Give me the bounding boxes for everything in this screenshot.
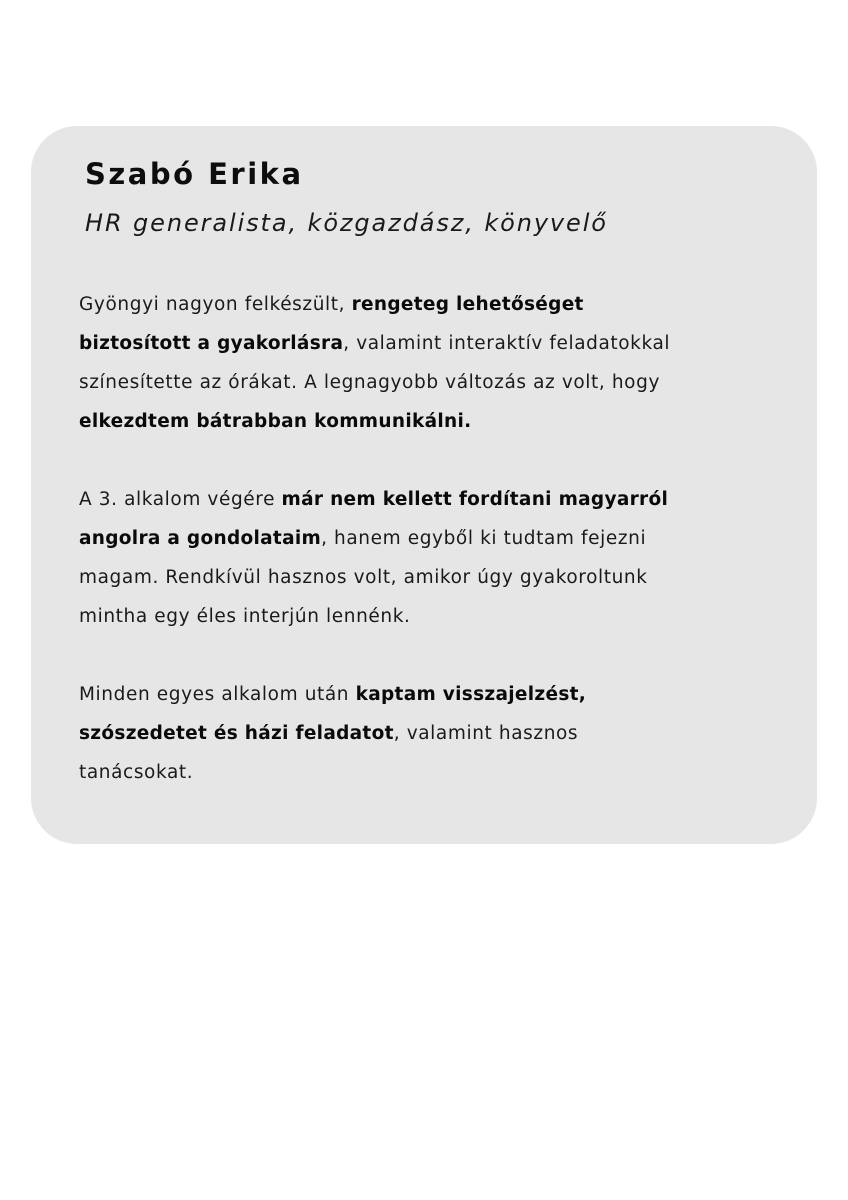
- author-name: Szabó Erika: [85, 157, 304, 191]
- highlight-text: biztosított a gyakorlásra: [79, 333, 344, 354]
- text-line: [79, 324, 799, 363]
- text-segment: magam. Rendkívül hasznos volt, amikor úgy gyakoroltunk: [79, 567, 648, 588]
- text-segment: Minden egyes alkalom után: [79, 684, 356, 705]
- text-line: [79, 714, 799, 753]
- highlight-text: elkezdtem bátrabban kommunikálni.: [79, 411, 472, 432]
- text-segment: , hanem egyből ki tudtam fejezni: [321, 528, 647, 549]
- text-line: [79, 519, 799, 558]
- text-line: [79, 402, 799, 441]
- text-segment: Gyöngyi nagyon felkészült,: [79, 294, 352, 315]
- highlight-text: már nem kellett fordítani magyarról: [281, 489, 669, 510]
- highlight-text: angolra a gondolataim: [79, 528, 322, 549]
- text-line: [79, 753, 799, 792]
- highlight-text: rengeteg lehetőséget: [351, 294, 584, 315]
- text-line: [79, 597, 799, 636]
- highlight-text: szószedetet és házi feladatot: [79, 723, 394, 744]
- testimonial-body: [79, 285, 799, 831]
- testimonial-paragraph-2: [79, 480, 799, 636]
- testimonial-paragraph-3: [79, 675, 799, 792]
- text-segment: , valamint hasznos: [393, 723, 579, 744]
- text-line: [79, 558, 799, 597]
- text-line: [79, 480, 799, 519]
- text-line: [79, 363, 799, 402]
- text-segment: A 3. alkalom végére: [79, 489, 282, 510]
- testimonial-card: [31, 126, 817, 844]
- text-segment: mintha egy éles interjún lennénk.: [79, 606, 411, 627]
- testimonial-paragraph-1: [79, 285, 799, 441]
- author-role: HR generalista, közgazdász, könyvelő: [85, 209, 608, 237]
- text-line: [79, 675, 799, 714]
- highlight-text: kaptam visszajelzést,: [355, 684, 587, 705]
- text-segment: , valamint interaktív feladatokkal: [343, 333, 671, 354]
- text-segment: színesítette az órákat. A legnagyobb változás az volt, hogy: [79, 372, 660, 393]
- text-segment: tanácsokat.: [79, 762, 194, 783]
- text-line: [79, 285, 799, 324]
